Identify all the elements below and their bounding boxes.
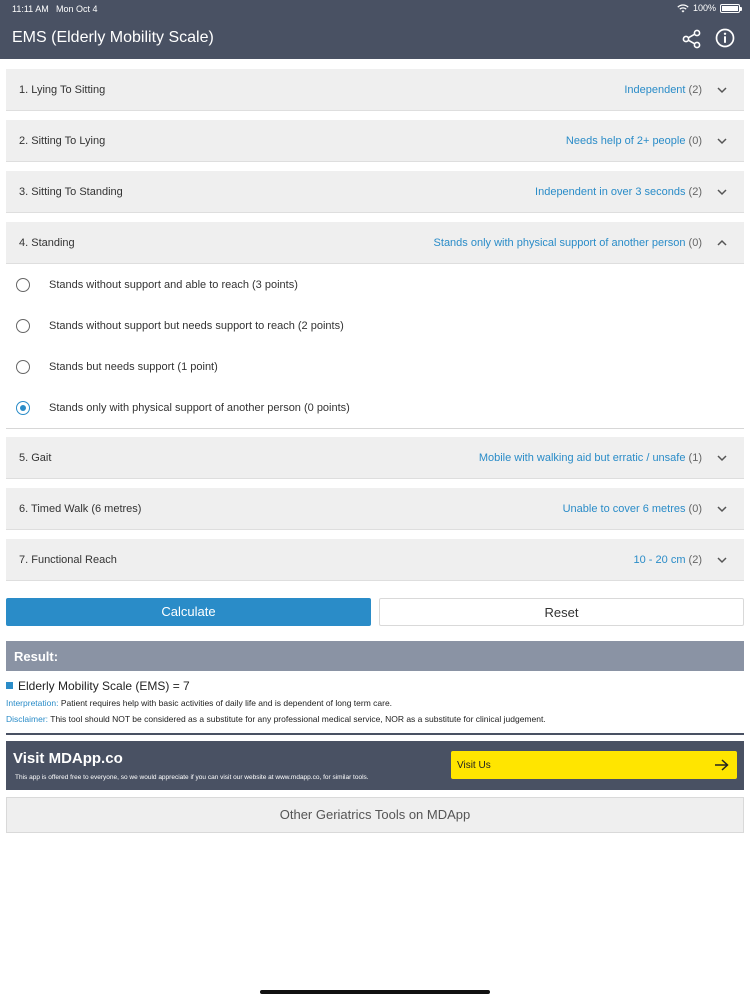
section-value: Independent (2) [624,84,702,96]
result-score [6,679,190,693]
radio-option-label: Stands without support and able to reach (3 points) [49,279,298,291]
disclaimer-text: This tool should NOT be considered as a substitute for any professional medical service, NOR as a substitute for clinical judgement. [50,714,546,724]
nav-bar [0,18,750,59]
radio-button[interactable] [16,319,30,333]
section-value: 10 - 20 cm (2) [633,554,702,566]
section-value: Stands only with physical support of another person (0) [433,237,702,249]
divider [6,733,744,735]
section-functional-reach[interactable] [6,539,744,581]
home-indicator[interactable] [260,990,490,994]
disclaimer-line [6,714,546,724]
disclaimer-label: Disclaimer: [6,714,49,724]
section-label: 1. Lying To Sitting [19,84,106,96]
chevron-down-icon [716,504,728,514]
status-bar [0,0,750,18]
section-label: 3. Sitting To Standing [19,186,123,198]
radio-option[interactable] [6,265,744,306]
radio-option-label: Stands without support but needs support to reach (2 points) [49,320,344,332]
bullet-square-icon [6,682,13,689]
section-label: 5. Gait [19,452,52,464]
section-value: Mobile with walking aid but erratic / unsafe (1) [478,452,702,464]
radio-option[interactable] [6,306,744,347]
chevron-down-icon [716,453,728,463]
section-lying-to-sitting[interactable] [6,69,744,111]
interpretation-label: Interpretation: [6,698,59,708]
result-score-text: Elderly Mobility Scale (EMS) = 7 [18,679,190,693]
share-icon[interactable] [681,28,703,50]
section-label: 7. Functional Reach [19,554,117,566]
battery-icon [720,4,740,13]
info-icon[interactable] [714,27,736,49]
radio-button-selected[interactable] [16,401,30,415]
visit-us-label: Visit Us [457,760,491,771]
interpretation-text: Patient requires help with basic activities of daily life and is dependent of long term care. [60,698,393,708]
chevron-up-icon [716,238,728,248]
status-date: Mon Oct 4 [56,4,98,14]
section-label: 6. Timed Walk (6 metres) [19,503,142,515]
section-timed-walk[interactable] [6,488,744,530]
interpretation-line [6,698,392,708]
section-value: Independent in over 3 seconds (2) [535,186,702,198]
status-right [677,3,740,13]
chevron-down-icon [716,136,728,146]
promo-title: Visit MDApp.co [13,750,123,767]
calculate-button[interactable]: Calculate [6,598,371,626]
section-sitting-to-lying[interactable] [6,120,744,162]
section-label: 2. Sitting To Lying [19,135,106,147]
wifi-icon [677,4,689,13]
section-sitting-to-standing[interactable] [6,171,744,213]
radio-button[interactable] [16,360,30,374]
result-header [6,641,744,671]
radio-option-label: Stands only with physical support of another person (0 points) [49,402,350,414]
radio-button[interactable] [16,278,30,292]
chevron-down-icon [716,85,728,95]
section-value: Needs help of 2+ people (0) [565,135,702,147]
chevron-down-icon [716,555,728,565]
result-heading: Result: [14,649,59,664]
promo-description: This app is offered free to everyone, so we would appreciate if you can visit our website at www.mdapp.co, for similar tools. [15,774,369,781]
radio-option-label: Stands but needs support (1 point) [49,361,218,373]
visit-us-button[interactable] [451,751,737,779]
radio-option-selected[interactable] [6,388,744,429]
section-gait[interactable] [6,437,744,479]
section-label: 4. Standing [19,237,75,249]
other-tools-button[interactable]: Other Geriatrics Tools on MDApp [6,797,744,833]
promo-banner [6,741,744,790]
reset-button[interactable]: Reset [379,598,744,626]
chevron-down-icon [716,187,728,197]
section-value: Unable to cover 6 metres (0) [562,503,702,515]
battery-percent: 100% [692,3,716,13]
page-title: EMS (Elderly Mobility Scale) [12,29,214,46]
section-standing[interactable] [6,222,744,264]
status-time: 11:11 AM [12,4,49,14]
standing-options-panel [6,265,744,429]
radio-option[interactable] [6,347,744,388]
arrow-right-icon [714,759,729,771]
